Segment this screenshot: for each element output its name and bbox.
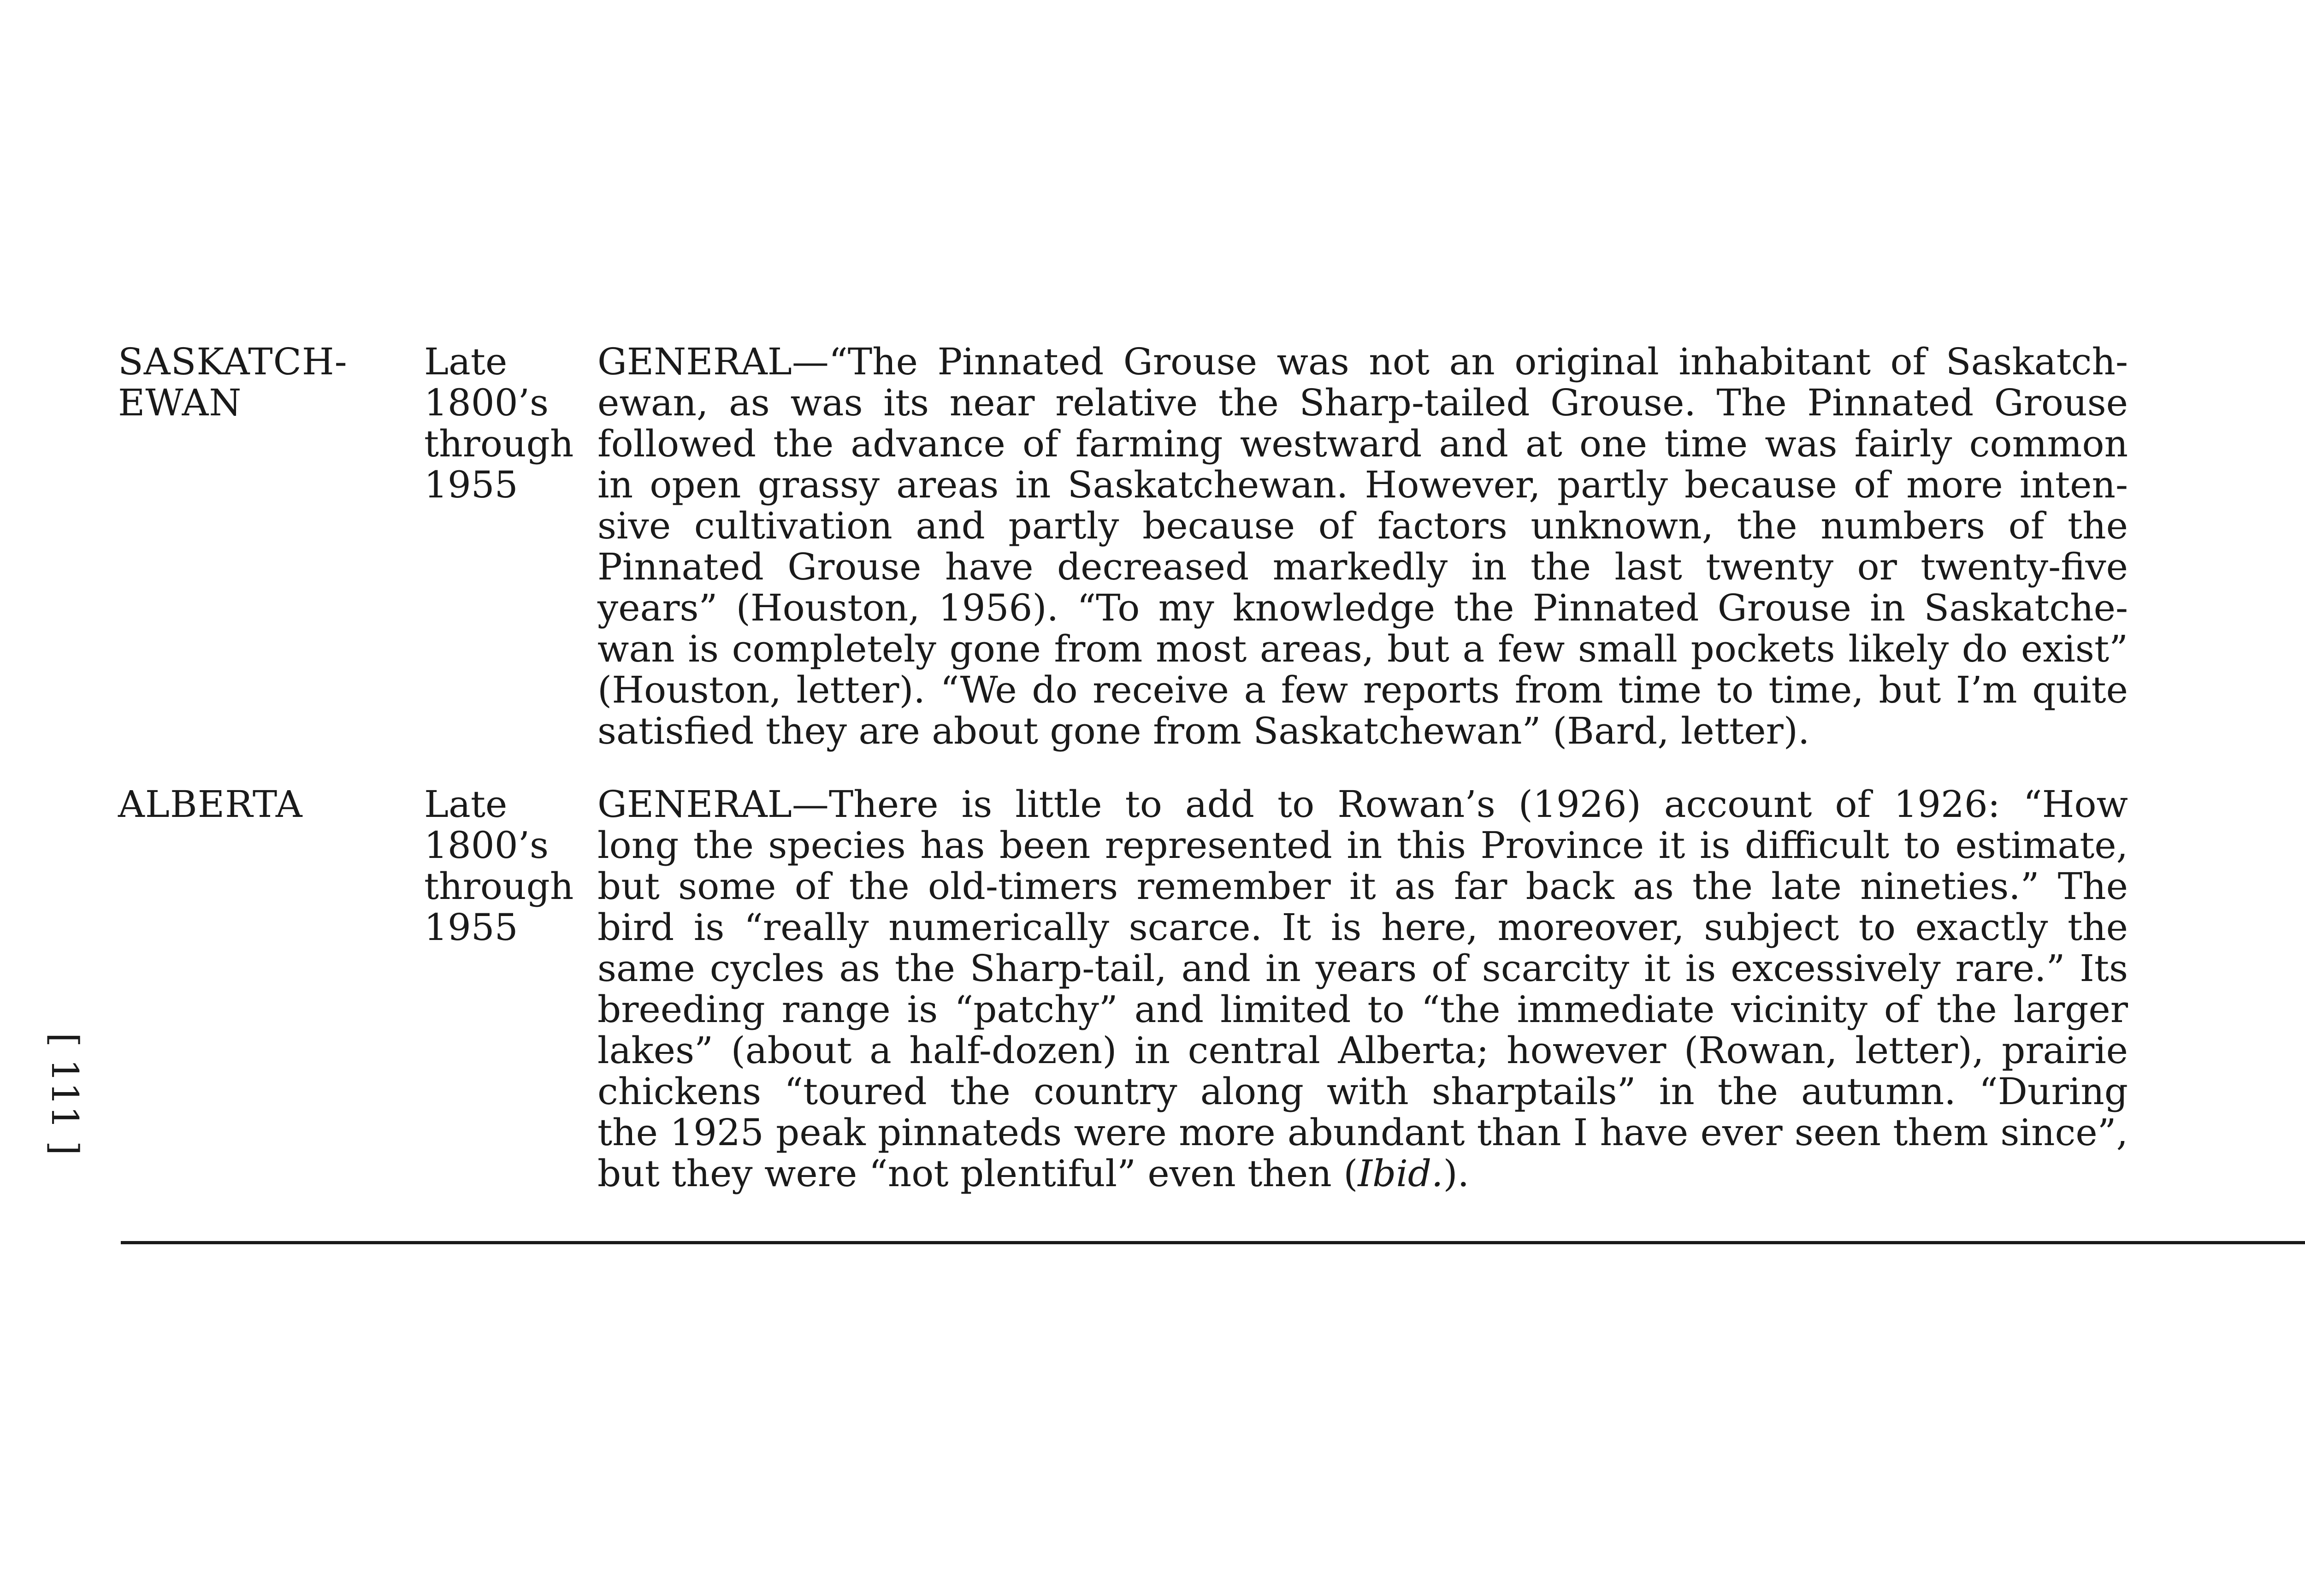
period-line: through [424,865,574,908]
text-line: followed the advance of farming westward and at one time was fairly common [597,422,2128,465]
region-name: SASKATCH- EWAN [118,340,348,424]
text-line: chickens “toured the country along with sharptails” in the autumn. “During [597,1070,2128,1113]
period-line: 1800’s [424,824,549,867]
period-line: 1800’s [424,381,549,424]
text-line: (Houston, letter). “We do receive a few reports from time to time, but I’m quite [597,668,2128,711]
page-number [37,1033,92,1155]
text-line-with-italic: but they were “not plentiful” even then (Ibid.). [597,1152,1470,1195]
entry-text [597,784,2128,1194]
period-line: 1955 [424,906,518,949]
period [424,341,599,505]
entry-text [597,341,2128,751]
text-line: long the species has been represented in this Province it is difficult to estimate, [597,824,2128,867]
text-line: same cycles as the Sharp-tail, and in years of scarcity it is excessively rare.” Its [597,947,2128,990]
text-line: bird is “really numerically scarce. It is here, moreover, subject to exactly the [597,906,2128,949]
text-line: satisfied they are about gone from Saskatchewan” (Bard, letter). [597,709,1810,752]
period-line: 1955 [424,463,518,506]
horizontal-rule [121,1241,2305,1244]
text-line: lakes” (about a half-dozen) in central Alberta; however (Rowan, letter), prairie [597,1029,2128,1072]
page-number-text: [ 111 ] [43,1033,86,1155]
text-line: ewan, as was its near relative the Sharp-tailed Grouse. The Pinnated Grouse [597,381,2128,424]
text-line: sive cultivation and partly because of factors unknown, the numbers of the [597,504,2128,547]
text-line: wan is completely gone from most areas, but a few small pockets likely do exist” [597,627,2128,670]
italic-ibid: Ibid. [1358,1152,1443,1195]
region-name: ALBERTA [118,783,303,826]
period [424,784,599,948]
text-line: GENERAL—“The Pinnated Grouse was not an original inhabitant of Saskatch- [597,340,2128,383]
text-line: Pinnated Grouse have decreased markedly in the last twenty or twenty-five [597,545,2128,588]
period-line: through [424,422,574,465]
text-line: GENERAL—There is little to add to Rowan’s (1926) account of 1926: “How [597,783,2128,826]
text-line: the 1925 peak pinnateds were more abundant than I have ever seen them since”, [597,1111,2128,1154]
period-line: Late [424,783,508,826]
text-line: years” (Houston, 1956). “To my knowledge the Pinnated Grouse in Saskatche- [597,586,2128,629]
text-line: breeding range is “patchy” and limited to “the immediate vicinity of the larger [597,988,2128,1031]
text-line: in open grassy areas in Saskatchewan. However, partly because of more inten- [597,463,2128,506]
period-line: Late [424,340,508,383]
text-line: but some of the old-timers remember it as far back as the late nineties.” The [597,865,2128,908]
